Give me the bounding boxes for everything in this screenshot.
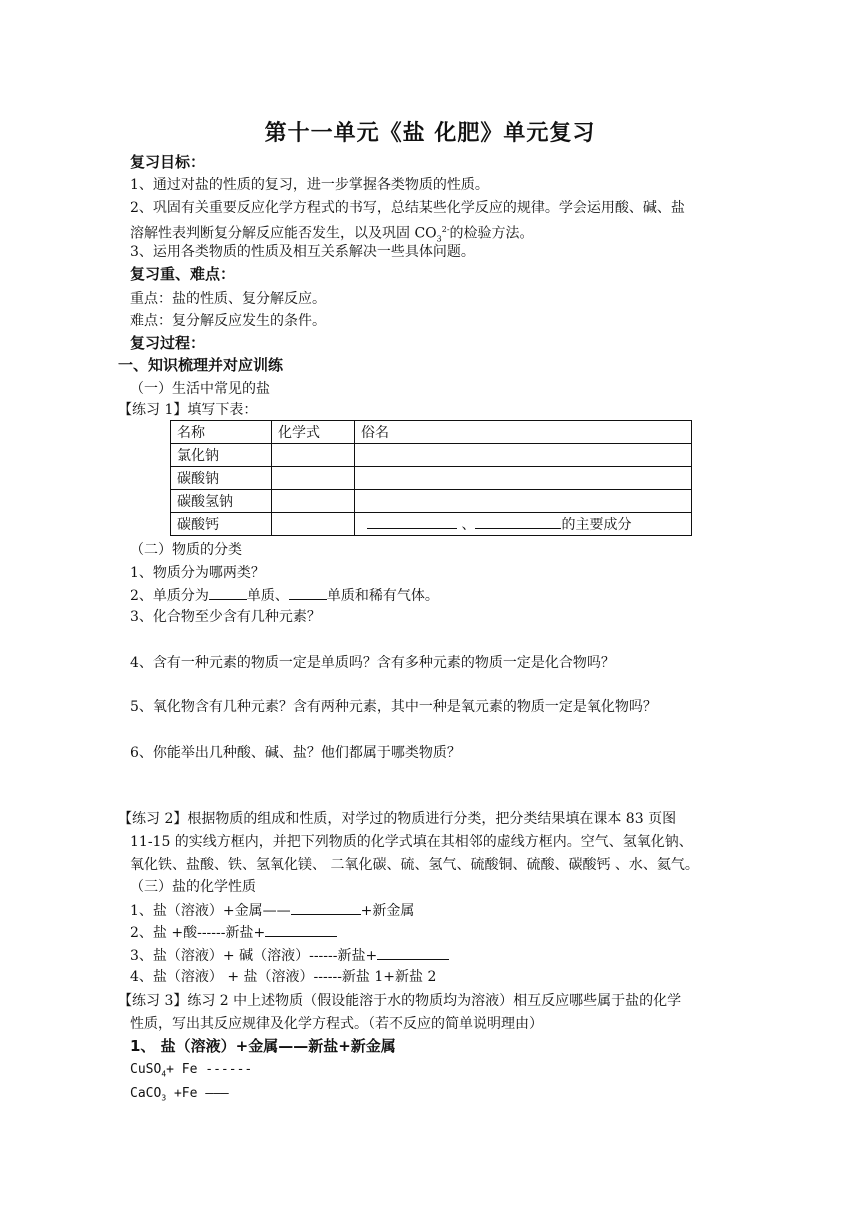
reaction-heading-1: 1、 盐（溶液）+金属——新盐+新金属 — [130, 1037, 396, 1055]
co3-superscript: 2- — [441, 225, 450, 234]
sub-heading-3: （三）盐的化学性质 — [130, 879, 256, 895]
common-name-cell[interactable] — [355, 444, 692, 467]
exercise-3-line-1: 【练习 3】练习 2 中上述物质（假设能溶于水的物质均为溶液）相互反应哪些属于盐的化学 — [118, 993, 682, 1009]
property-1 — [130, 900, 414, 921]
goal-2-tail: 的检验方法。 — [449, 225, 534, 242]
property-3-text: 3、盐（溶液）+ 碱（溶液）------新盐+ — [130, 948, 378, 964]
goal-1: 1、通过对盐的性质的复习，进一步掌握各类物质的性质。 — [130, 177, 489, 193]
section-1-heading: 一、知识梳理并对应训练 — [118, 356, 284, 374]
table-row — [171, 513, 692, 536]
row-name: 氯化钠 — [171, 444, 272, 467]
property-1-tail: +新金属 — [360, 903, 415, 919]
sub-heading-2: （二）物质的分类 — [130, 542, 242, 558]
formula-cell[interactable] — [272, 444, 355, 467]
common-name-cell[interactable] — [355, 467, 692, 490]
difficulty-text: 难点：复分解反应发生的条件。 — [130, 313, 326, 329]
header-formula: 化学式 — [272, 421, 355, 444]
equation-2-formula: CaCO — [130, 1086, 162, 1101]
goal-3: 3、运用各类物质的性质及相互关系解决一些具体问题。 — [130, 244, 475, 260]
equation-2 — [130, 1084, 229, 1109]
question-2 — [130, 585, 439, 606]
exercise-3-line-2: 性质，写出其反应规律及化学方程式。（若不反应的简单说明理由） — [130, 1016, 543, 1032]
fill-blank[interactable] — [475, 514, 561, 529]
equation-1-rest: + Fe ------ — [166, 1062, 253, 1077]
question-5: 5、氧化物含有几种元素？含有两种元素，其中一种是氧元素的物质一定是氧化物吗？ — [130, 699, 657, 715]
question-4: 4、含有一种元素的物质一定是单质吗？含有多种元素的物质一定是化合物吗？ — [130, 655, 615, 671]
exercise-2-line-1: 【练习 2】根据物质的组成和性质，对学过的物质进行分类，把分类结果填在课本 83 页图 — [118, 811, 677, 827]
goals-heading: 复习目标： — [130, 153, 206, 171]
equation-1 — [130, 1060, 252, 1085]
exercise-1-label: 【练习 1】填写下表： — [118, 402, 258, 418]
fill-blank[interactable] — [289, 585, 327, 600]
equation-2-rest: +Fe ——— — [166, 1086, 229, 1101]
equation-1-formula: CuSO — [130, 1062, 162, 1077]
blank-separator: 、 — [461, 517, 476, 533]
process-heading: 复习过程： — [130, 334, 206, 352]
property-2-text: 2、盐 +酸------新盐+ — [130, 925, 266, 941]
fill-blank[interactable] — [377, 945, 449, 960]
equation-1-subscript: 4 — [161, 1069, 167, 1079]
table-row — [171, 444, 692, 467]
common-name-cell[interactable] — [355, 490, 692, 513]
fill-blank[interactable] — [291, 900, 361, 915]
equation-2-subscript: 3 — [161, 1093, 167, 1103]
row-name: 碳酸氢钠 — [171, 490, 272, 513]
formula-cell[interactable] — [272, 490, 355, 513]
question-3: 3、化合物至少含有几种元素？ — [130, 609, 321, 625]
salt-table — [170, 420, 692, 536]
q2-part-c: 单质和稀有气体。 — [326, 588, 439, 604]
header-name: 名称 — [171, 421, 272, 444]
question-1: 1、物质分为哪两类？ — [130, 565, 265, 581]
property-3 — [130, 945, 449, 966]
q2-part-b: 单质、 — [246, 588, 289, 604]
exercise-2-line-2: 11-15 的实线方框内，并把下列物质的化学式填在其相邻的虚线方框内。空气、氢氧化钠、 — [130, 834, 693, 850]
goal-2: 2、巩固有关重要反应化学方程式的书写，总结某些化学反应的规律。学会运用酸、碱、盐 — [130, 200, 685, 216]
focus-text: 重点：盐的性质、复分解反应。 — [130, 291, 326, 307]
formula-cell[interactable] — [272, 467, 355, 490]
header-common-name: 俗名 — [355, 421, 692, 444]
fill-blank[interactable] — [265, 922, 337, 937]
goal-2-text: 溶解性表判断复分解反应能否发生，以及巩固 CO — [130, 225, 437, 242]
fill-blank[interactable] — [209, 585, 247, 600]
property-4: 4、盐（溶液） + 盐（溶液）------新盐 1+新盐 2 — [130, 969, 437, 985]
sub-heading-1: （一）生活中常见的盐 — [130, 381, 270, 397]
co3-subscript: 3 — [436, 234, 442, 244]
table-row — [171, 490, 692, 513]
row-name: 碳酸钠 — [171, 467, 272, 490]
property-2 — [130, 922, 337, 943]
q2-part-a: 2、单质分为 — [130, 588, 209, 604]
main-component-text: 的主要成分 — [561, 517, 632, 533]
property-1-text: 1、盐（溶液）+金属—— — [130, 903, 291, 919]
row-name: 碳酸钙 — [171, 513, 272, 536]
page-title: 第十一单元《盐 化肥》单元复习 — [264, 121, 596, 146]
key-heading: 复习重、难点： — [130, 265, 236, 283]
common-name-cell — [355, 513, 692, 536]
fill-blank[interactable] — [367, 514, 457, 529]
exercise-2-line-3: 氧化铁、盐酸、铁、氢氧化镁、 二氧化碳、硫、氢气、硫酸铜、硫酸、碳酸钙 、水、氦气。 — [130, 857, 699, 873]
formula-cell[interactable] — [272, 513, 355, 536]
table-row — [171, 467, 692, 490]
question-6: 6、你能举出几种酸、碱、盐？他们都属于哪类物质？ — [130, 745, 461, 761]
table-header-row — [171, 421, 692, 444]
